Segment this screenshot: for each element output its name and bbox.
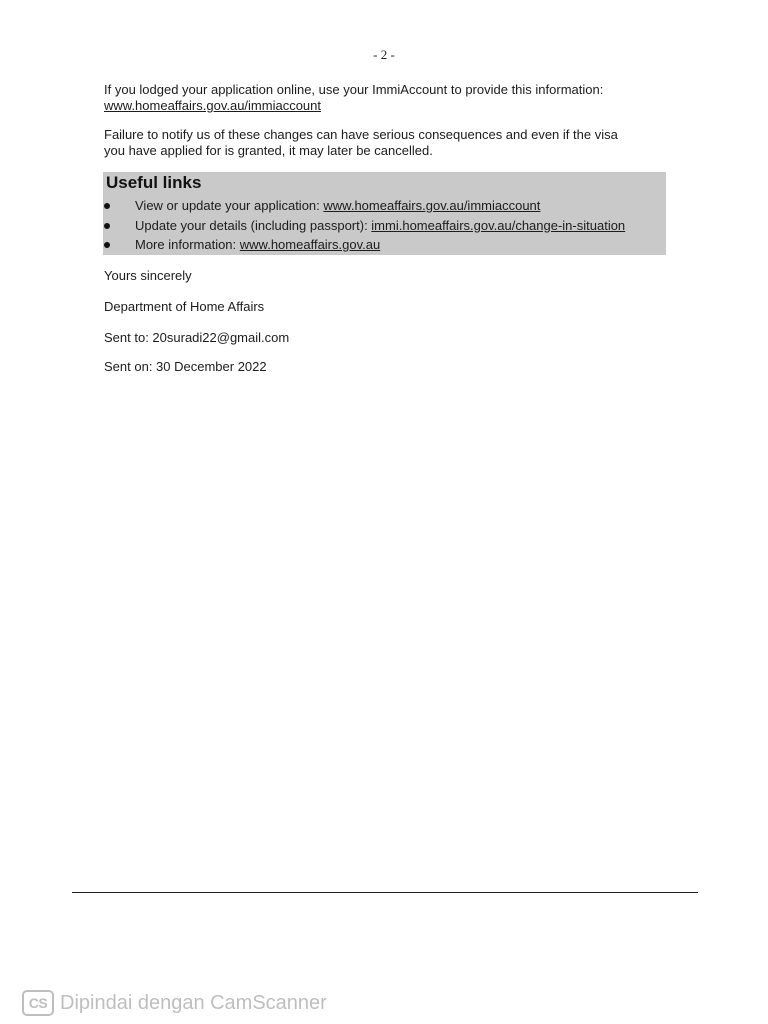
home-affairs-link[interactable]: www.homeaffairs.gov.au	[239, 237, 381, 252]
immiaccount-paragraph-text: If you lodged your application online, use your ImmiAccount to provide this information:	[104, 82, 604, 97]
useful-link-label: View or update your application:	[135, 198, 324, 213]
bullet-icon	[104, 203, 110, 209]
useful-link-label: More information:	[135, 237, 240, 252]
camscanner-watermark	[22, 988, 327, 1018]
sent-on-line: Sent on: 30 December 2022	[104, 359, 267, 374]
immiaccount-paragraph	[104, 82, 664, 114]
bullet-icon	[104, 242, 110, 248]
bullet-icon	[104, 223, 110, 229]
useful-link-item-view-application	[103, 196, 666, 216]
failure-warning-line-2: you have applied for is granted, it may later be cancelled.	[104, 143, 433, 158]
sender-name: Department of Home Affairs	[104, 299, 265, 314]
footer-divider	[72, 892, 698, 893]
camscanner-logo-icon: CS	[22, 990, 54, 1016]
failure-warning-paragraph	[104, 127, 664, 159]
watermark-text: Dipindai dengan CamScanner	[60, 991, 327, 1014]
page-number: - 2 -	[373, 47, 395, 62]
view-application-link[interactable]: www.homeaffairs.gov.au/immiaccount	[323, 198, 541, 213]
useful-link-item-update-details	[103, 216, 666, 236]
sent-to-line: Sent to: 20suradi22@gmail.com	[104, 330, 290, 345]
useful-link-label: Update your details (including passport):	[135, 217, 372, 233]
useful-link-item-more-information	[103, 235, 666, 255]
change-in-situation-link[interactable]: immi.homeaffairs.gov.au/change-in-situation	[371, 217, 626, 233]
useful-links-box	[103, 172, 666, 255]
immiaccount-link[interactable]: www.homeaffairs.gov.au/immiaccount	[104, 98, 322, 113]
failure-warning-line-1: Failure to notify us of these changes can have serious consequences and even if the visa	[104, 127, 618, 142]
closing-salutation: Yours sincerely	[104, 268, 192, 283]
useful-links-heading: Useful links	[106, 173, 202, 192]
useful-links-list	[103, 196, 666, 255]
